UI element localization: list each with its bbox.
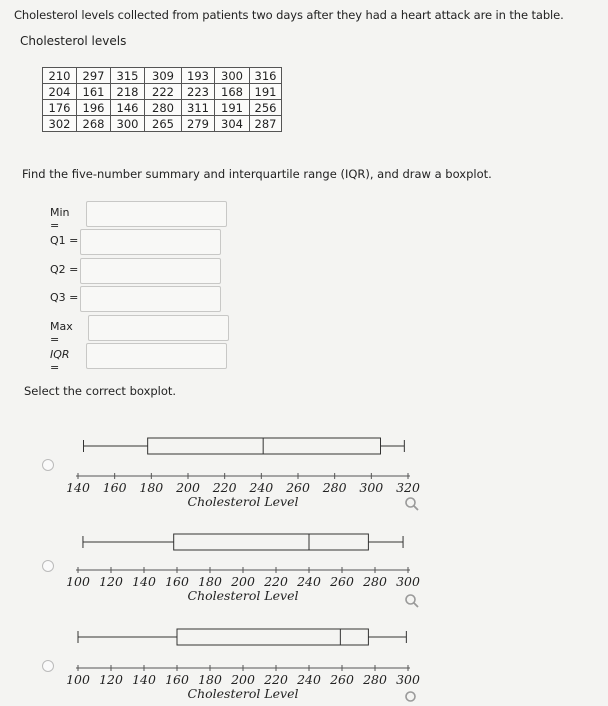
q2-row (50, 263, 82, 276)
x-axis-label: Cholesterol Level (187, 686, 299, 700)
q1-label: Q1 = (50, 234, 79, 247)
instruction-text: Find the five-number summary and interquartile range (IQR), and draw a boxplot. (22, 167, 492, 181)
x-tick-label: 120 (99, 574, 123, 589)
table-row (43, 84, 282, 100)
table-cell: 268 (77, 116, 111, 132)
zoom-icon[interactable] (404, 690, 420, 706)
min-input-field[interactable] (87, 202, 226, 226)
max-input-field[interactable] (89, 316, 228, 340)
boxplot-option-2 (50, 528, 430, 608)
boxplot-option-3 (50, 625, 430, 700)
table-cell: 223 (182, 84, 215, 100)
x-tick-label: 140 (132, 574, 156, 589)
x-tick-label: 200 (231, 574, 255, 589)
question-intro: Cholesterol levels collected from patients two days after they had a heart attack are in the table. (14, 8, 564, 22)
x-tick-label: 160 (165, 574, 189, 589)
x-tick-label: 180 (198, 574, 222, 589)
x-tick-label: 120 (99, 672, 123, 687)
q3-input[interactable] (80, 286, 221, 312)
x-tick-label: 260 (286, 480, 310, 495)
q2-input-field[interactable] (81, 259, 220, 283)
table-cell: 304 (215, 116, 250, 132)
boxplot-option-1 (50, 430, 430, 510)
q1-input-field[interactable] (81, 230, 220, 254)
table-cell: 302 (43, 116, 77, 132)
x-tick-label: 260 (330, 672, 354, 687)
x-tick-label: 100 (66, 574, 90, 589)
x-tick-label: 240 (297, 672, 321, 687)
table-cell: 161 (77, 84, 111, 100)
q3-input-field[interactable] (81, 287, 220, 311)
cholesterol-table (42, 67, 282, 132)
q3-row (50, 291, 82, 304)
x-tick-label: 160 (165, 672, 189, 687)
iqr-box (148, 438, 381, 454)
min-label: Min = (50, 206, 70, 232)
x-tick-label: 160 (102, 480, 127, 495)
table-cell: 315 (111, 68, 145, 84)
x-tick-label: 220 (264, 574, 288, 589)
table-row (43, 100, 282, 116)
max-input[interactable] (88, 315, 229, 341)
iqr-row (50, 348, 82, 374)
table-cell: 309 (145, 68, 182, 84)
x-tick-label: 180 (198, 672, 222, 687)
zoom-icon[interactable] (404, 496, 420, 512)
table-cell: 191 (250, 84, 282, 100)
x-tick-label: 100 (66, 672, 90, 687)
zoom-icon[interactable] (404, 593, 420, 609)
table-cell: 222 (145, 84, 182, 100)
x-tick-label: 220 (264, 672, 288, 687)
q3-label: Q3 = (50, 291, 79, 304)
table-cell: 256 (250, 100, 282, 116)
table-row (43, 116, 282, 132)
x-tick-label: 240 (249, 480, 274, 495)
x-axis-label: Cholesterol Level (187, 588, 299, 603)
x-axis-label: Cholesterol Level (187, 494, 299, 509)
iqr-input-field[interactable] (87, 344, 226, 368)
q1-input[interactable] (80, 229, 221, 255)
min-row (50, 206, 82, 232)
table-cell: 218 (111, 84, 145, 100)
iqr-box (174, 534, 369, 550)
q2-input[interactable] (80, 258, 221, 284)
table-cell: 311 (182, 100, 215, 116)
select-boxplot-label: Select the correct boxplot. (24, 384, 177, 398)
table-cell: 297 (77, 68, 111, 84)
x-tick-label: 280 (322, 480, 347, 495)
min-input[interactable] (86, 201, 227, 227)
table-cell: 265 (145, 116, 182, 132)
max-label: Max = (50, 320, 73, 346)
table-cell: 279 (182, 116, 215, 132)
x-tick-label: 280 (363, 672, 387, 687)
table-cell: 280 (145, 100, 182, 116)
table-cell: 210 (43, 68, 77, 84)
iqr-input[interactable] (86, 343, 227, 369)
iqr-label: IQR = (50, 348, 70, 374)
x-tick-label: 320 (396, 480, 420, 495)
x-tick-label: 220 (212, 480, 237, 495)
table-cell: 316 (250, 68, 282, 84)
table-row (43, 68, 282, 84)
max-row (50, 320, 82, 346)
x-tick-label: 140 (132, 672, 156, 687)
q1-row (50, 234, 82, 247)
x-tick-label: 240 (297, 574, 321, 589)
q2-label: Q2 = (50, 263, 79, 276)
x-tick-label: 260 (330, 574, 354, 589)
table-cell: 176 (43, 100, 77, 116)
x-tick-label: 300 (359, 480, 384, 495)
table-cell: 300 (111, 116, 145, 132)
table-cell: 191 (215, 100, 250, 116)
x-tick-label: 200 (231, 672, 255, 687)
table-cell: 300 (215, 68, 250, 84)
table-cell: 196 (77, 100, 111, 116)
x-tick-label: 300 (396, 574, 420, 589)
table-cell: 287 (250, 116, 282, 132)
table-cell: 204 (43, 84, 77, 100)
table-cell: 168 (215, 84, 250, 100)
table-cell: 193 (182, 68, 215, 84)
x-tick-label: 140 (66, 480, 90, 495)
x-tick-label: 180 (139, 480, 164, 495)
x-tick-label: 200 (176, 480, 200, 495)
table-title: Cholesterol levels (20, 34, 127, 48)
iqr-box (177, 629, 368, 645)
x-tick-label: 280 (363, 574, 387, 589)
x-tick-label: 300 (396, 672, 420, 687)
table-cell: 146 (111, 100, 145, 116)
